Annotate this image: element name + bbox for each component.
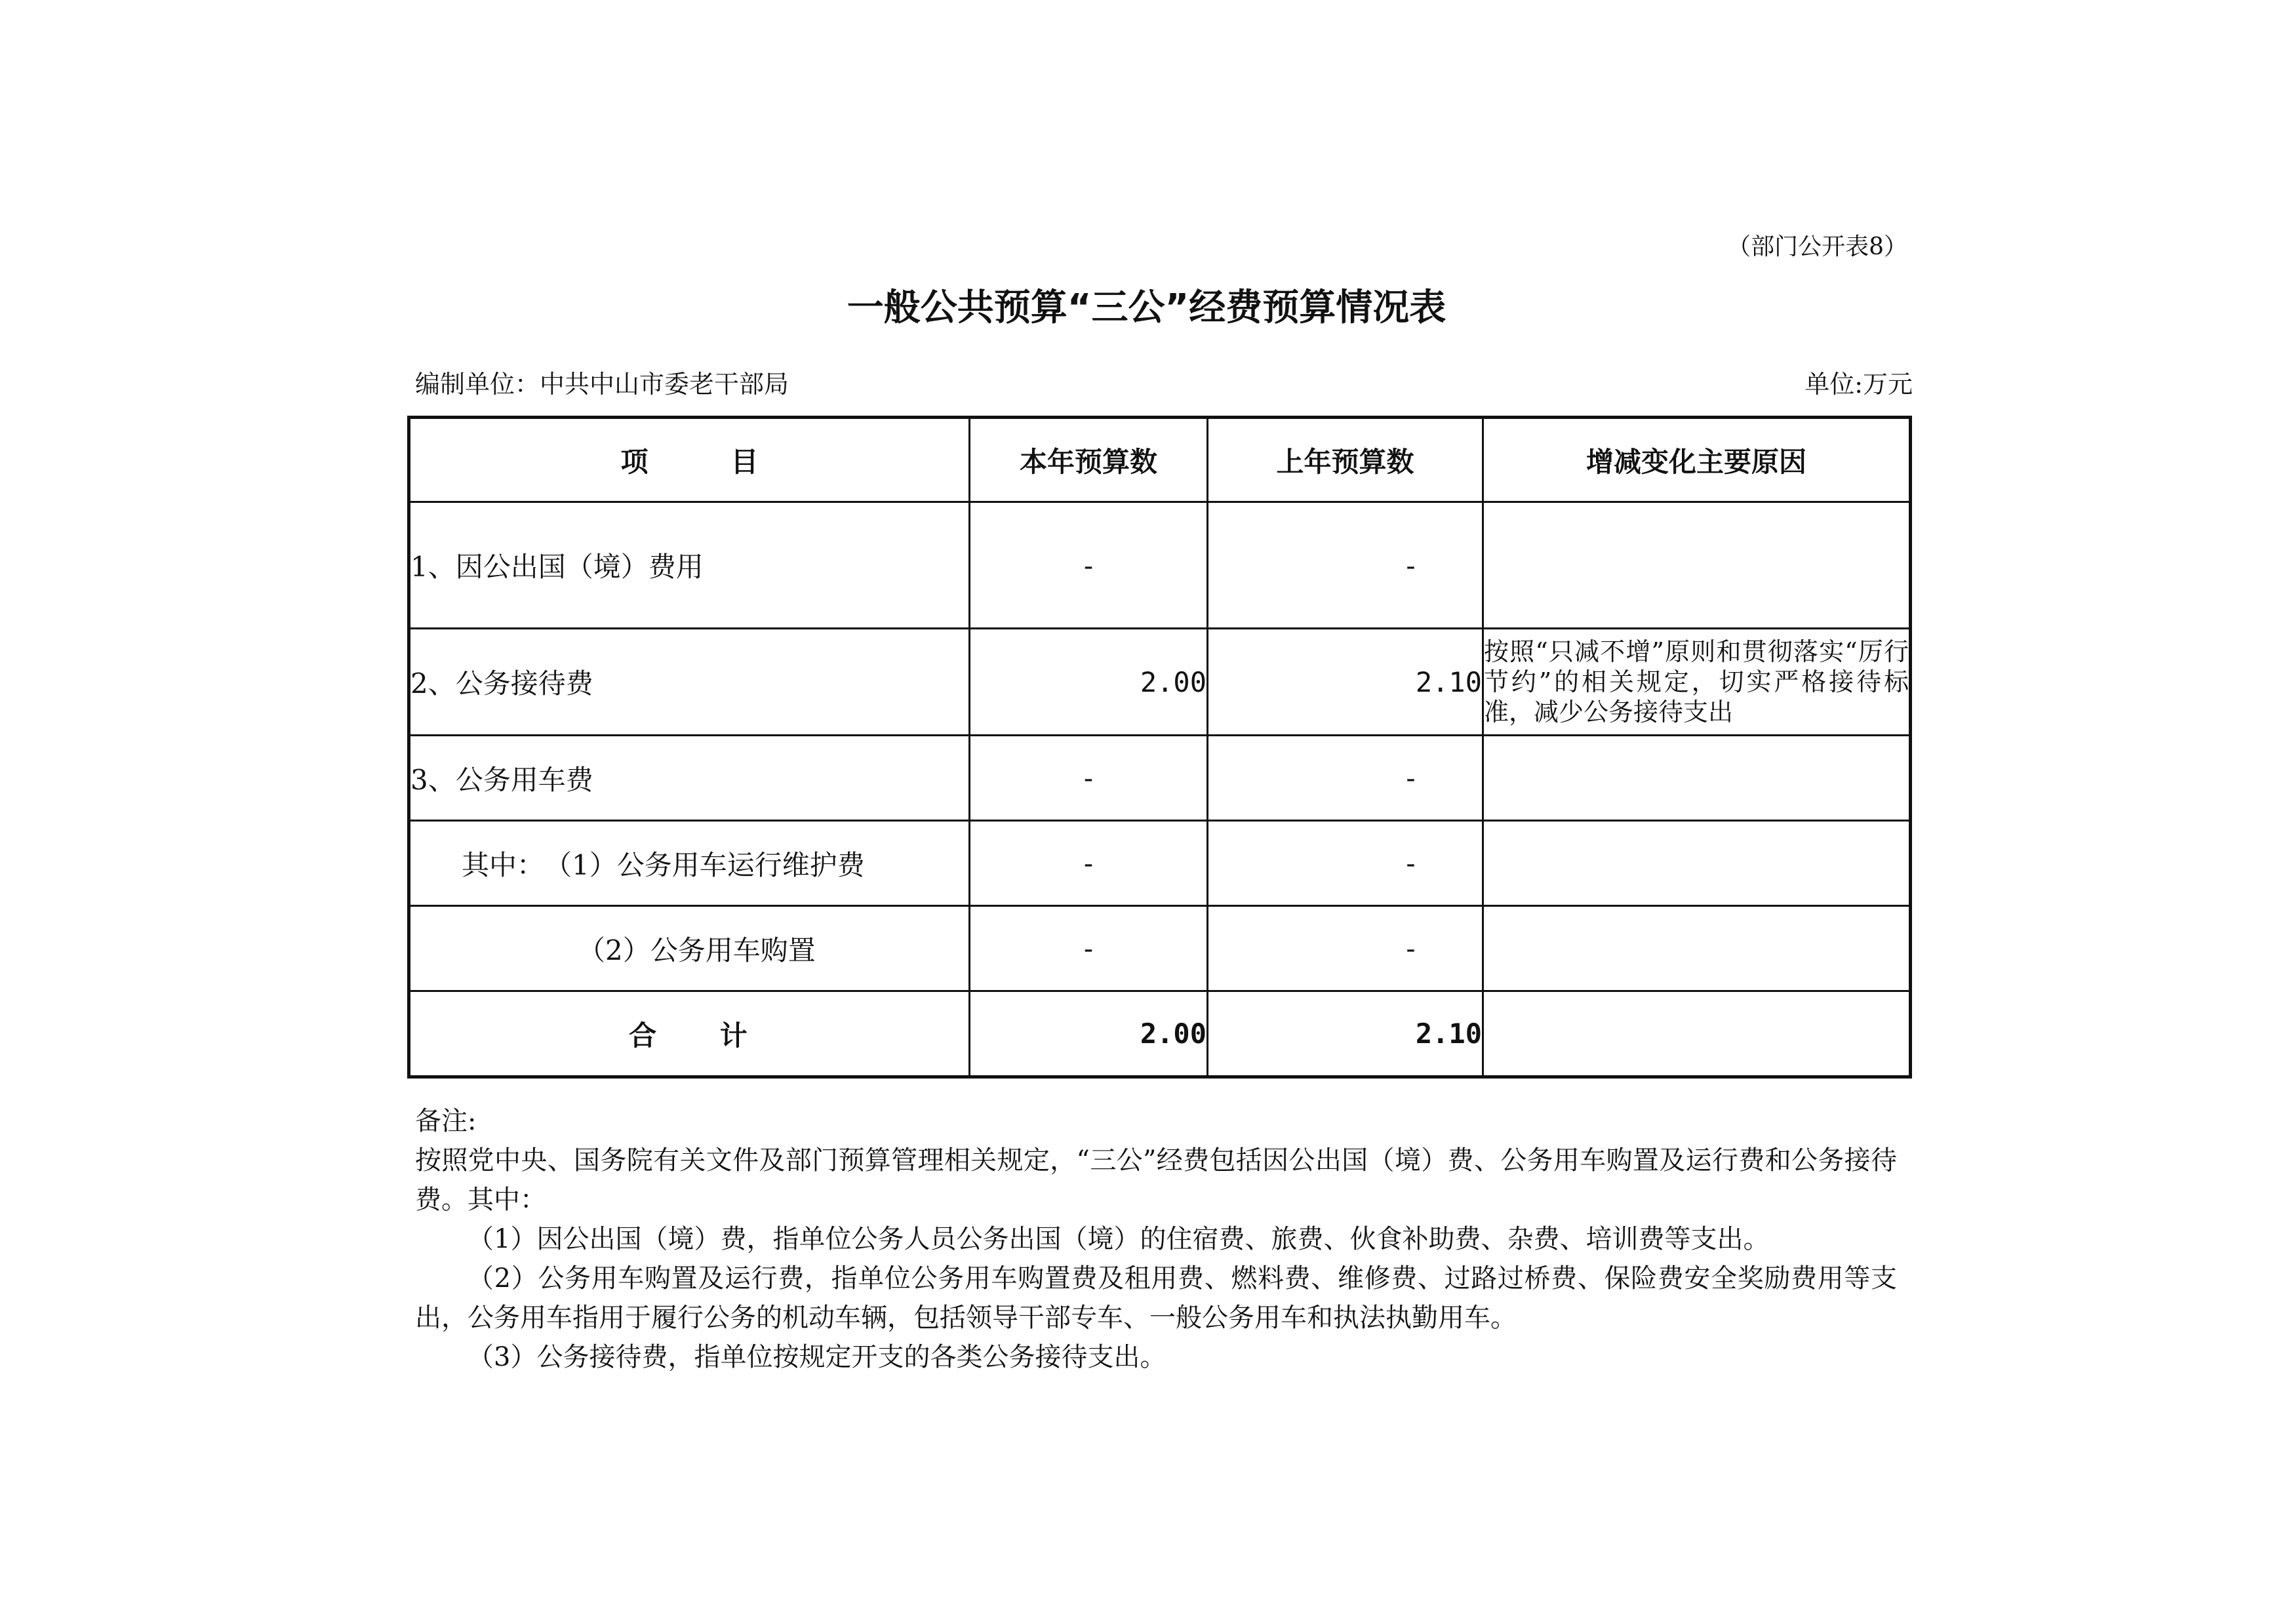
- notes-paragraph: （2）公务用车购置及运行费，指单位公务用车购置费及租用费、燃料费、维修费、过路过桥费、保险费安全奖励费用等支出，公务用车指用于履行公务的机动车辆，包括领导干部专车、一般公务用车和执法执勤用车。: [415, 1263, 1897, 1333]
- row-previous: 2.10: [1208, 629, 1483, 736]
- table-row: [409, 821, 1911, 906]
- compiling-unit: 编制单位：中共中山市委老干部局: [415, 370, 789, 399]
- notes-section: [415, 1101, 1897, 1377]
- currency-unit: 单位:万元: [1804, 370, 1913, 399]
- total-reason: [1483, 991, 1911, 1077]
- notes-paragraph: （3）公务接待费，指单位按规定开支的各类公务接待支出。: [468, 1342, 1166, 1372]
- total-row: [409, 991, 1911, 1077]
- row-item: 2、公务接待费: [409, 629, 970, 736]
- row-item: （2）公务用车购置: [409, 906, 970, 991]
- total-previous: 2.10: [1208, 991, 1483, 1077]
- row-item: 其中： （1）公务用车运行维护费: [409, 821, 970, 906]
- table-header-row: [409, 418, 1911, 502]
- notes-heading: 备注:: [415, 1106, 477, 1136]
- row-reason: [1483, 736, 1911, 821]
- row-reason: [1483, 906, 1911, 991]
- row-current: -: [970, 502, 1208, 629]
- table-row: [409, 906, 1911, 991]
- row-previous: -: [1208, 821, 1483, 906]
- row-item: 3、公务用车费: [409, 736, 970, 821]
- page-code: （部门公开表8）: [1727, 233, 1907, 260]
- row-current: -: [970, 736, 1208, 821]
- notes-paragraph: （1）因公出国（境）费，指单位公务人员公务出国（境）的住宿费、旅费、伙食补助费、杂费、培训费等支出。: [468, 1224, 1770, 1254]
- row-current: -: [970, 821, 1208, 906]
- column-header-reason: 增减变化主要原因: [1483, 418, 1911, 502]
- column-header-current: 本年预算数: [970, 418, 1208, 502]
- row-item: 1、因公出国（境）费用: [409, 502, 970, 629]
- column-header-previous: 上年预算数: [1208, 418, 1483, 502]
- page-title: 一般公共预算“三公”经费预算情况表: [847, 287, 1446, 329]
- row-current: 2.00: [970, 629, 1208, 736]
- row-reason: [1483, 821, 1911, 906]
- row-current: -: [970, 906, 1208, 991]
- total-current: 2.00: [970, 991, 1208, 1077]
- row-reason: 按照“只减不增”原则和贯彻落实“厉行节约”的相关规定，切实严格接待标准，减少公务接待支出: [1483, 629, 1911, 736]
- table-row: [409, 736, 1911, 821]
- row-reason: [1483, 502, 1911, 629]
- total-label: 合 计: [409, 991, 970, 1077]
- row-previous: -: [1208, 736, 1483, 821]
- notes-paragraph: 按照党中央、国务院有关文件及部门预算管理相关规定，“三公”经费包括因公出国（境）费、公务用车购置及运行费和公务接待费。其中：: [415, 1145, 1897, 1215]
- row-previous: -: [1208, 502, 1483, 629]
- table-row: [409, 629, 1911, 736]
- budget-table: [407, 416, 1912, 1079]
- column-header-item: 项 目: [409, 418, 970, 502]
- row-previous: -: [1208, 906, 1483, 991]
- table-row: [409, 502, 1911, 629]
